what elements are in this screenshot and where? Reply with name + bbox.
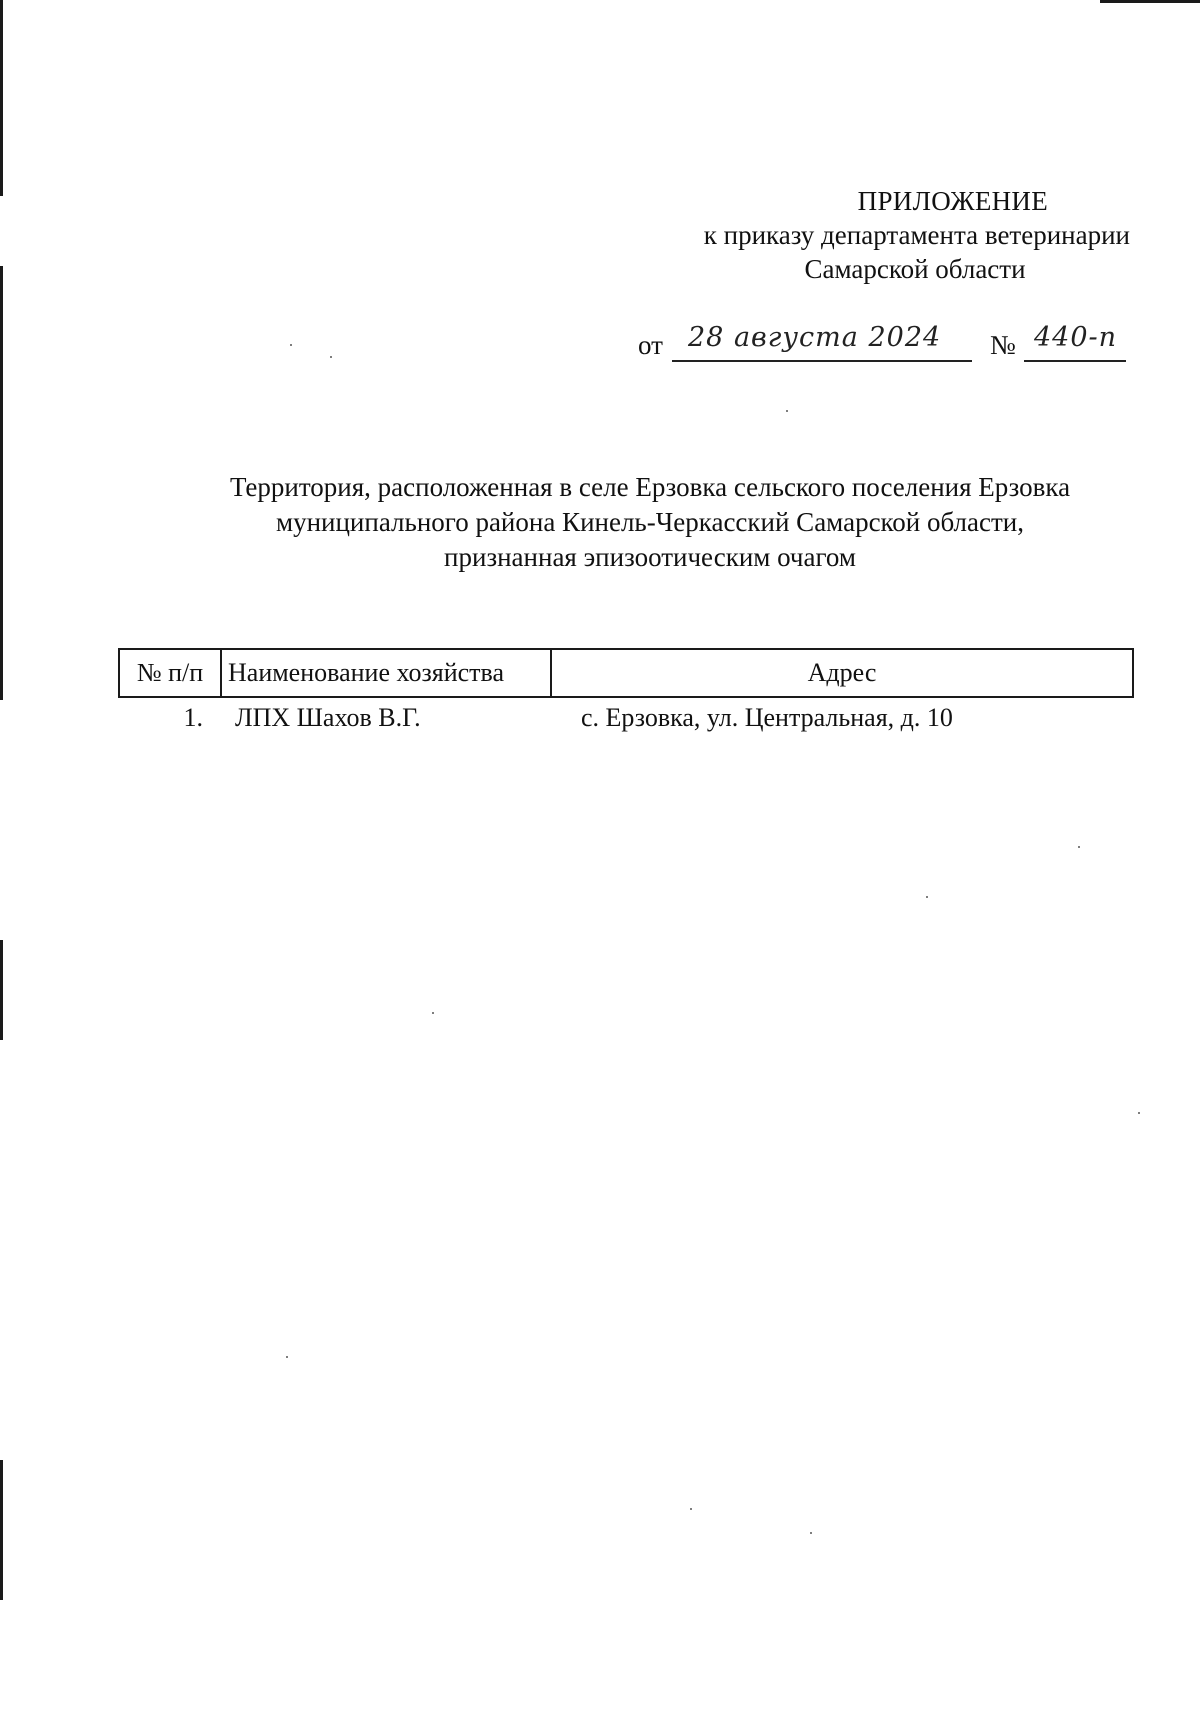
cell-address: с. Ерзовка, ул. Центральная, д. 10 — [581, 703, 953, 732]
header-address: Адрес — [551, 649, 1133, 697]
scan-speck — [432, 1012, 434, 1014]
heading-line-3: признанная эпизоотическим очагом — [444, 542, 856, 572]
cell-number: 1. — [183, 703, 203, 732]
heading-line-2: муниципального района Кинель-Черкасский Самарской области, — [276, 507, 1024, 537]
approval-line-order: к приказу департамента ветеринарии — [703, 220, 1130, 250]
table-row — [119, 697, 1133, 738]
document-heading — [180, 470, 1120, 575]
scan-speck — [926, 896, 928, 898]
scan-speck — [810, 1532, 812, 1534]
scan-speck — [1078, 846, 1080, 848]
cell-farm-name: ЛПХ Шахов В.Г. — [235, 703, 421, 732]
scan-speck — [1138, 1112, 1140, 1114]
number-underline — [1024, 360, 1126, 362]
order-date-handwritten: 28 августа 2024 — [688, 322, 942, 353]
table-header-row — [119, 649, 1133, 697]
approval-block — [640, 184, 1130, 286]
date-underline — [672, 360, 972, 362]
appendix-title: ПРИЛОЖЕНИЕ — [857, 186, 1048, 216]
scan-speck — [330, 356, 332, 358]
farms-table — [118, 648, 1134, 738]
scan-speck — [286, 1356, 288, 1358]
order-number-label: № — [990, 330, 1016, 360]
order-reference — [638, 322, 1128, 366]
scan-speck — [690, 1508, 692, 1510]
header-number: № п/п — [119, 649, 221, 697]
scan-edge-left — [0, 0, 3, 1712]
order-number-handwritten: 440-п — [1034, 322, 1118, 353]
scan-speck — [786, 410, 788, 412]
approval-line-region: Самарской области — [804, 254, 1026, 284]
heading-line-1: Территория, расположенная в селе Ерзовка сельского поселения Ерзовка — [229, 472, 1071, 502]
scan-speck — [290, 344, 292, 346]
order-from-label: от — [638, 330, 663, 360]
scan-mark-top — [1100, 0, 1200, 3]
header-farm-name: Наименование хозяйства — [221, 649, 551, 697]
